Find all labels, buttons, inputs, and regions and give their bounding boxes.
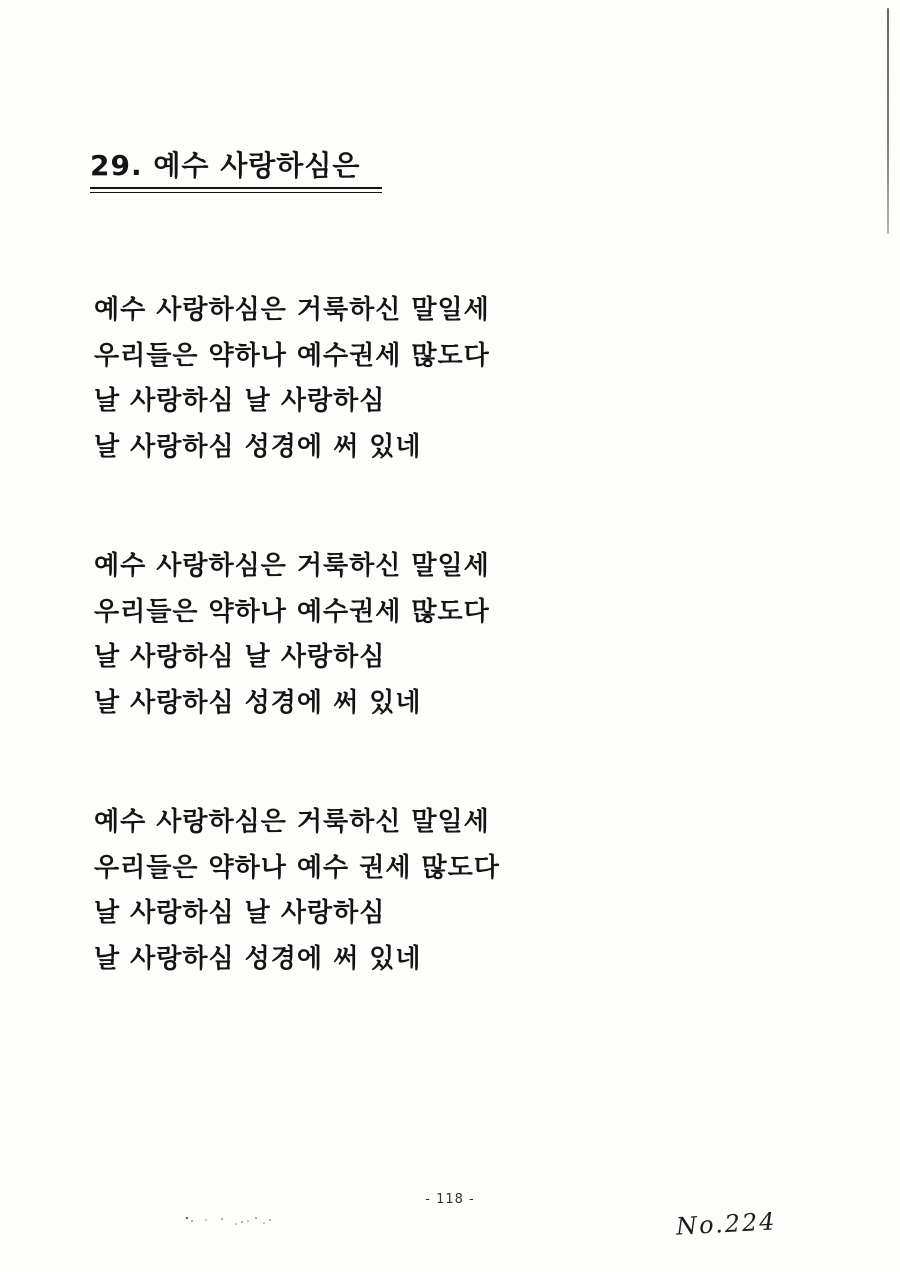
page-number: - 118 - bbox=[425, 1192, 475, 1207]
lyric-line: 날 사랑하심 날 사랑하심 bbox=[94, 386, 386, 416]
lyric-line: 예수 사랑하심은 거룩하신 말일세 bbox=[94, 807, 490, 837]
song-title: 29. 예수 사랑하심은 bbox=[90, 149, 361, 182]
title-block bbox=[90, 146, 382, 193]
scan-noise-specks bbox=[184, 1212, 274, 1232]
stanza-3 bbox=[94, 800, 500, 982]
lyrics-body bbox=[94, 288, 500, 982]
title-double-underline bbox=[90, 187, 382, 193]
lyric-line: 우리들은 약하나 예수 권세 많도다 bbox=[94, 852, 500, 883]
lyric-line: 우리들은 약하나 예수권세 많도다 bbox=[94, 596, 490, 627]
lyric-line: 날 사랑하심 성경에 써 있네 bbox=[94, 687, 422, 718]
scan-edge-line bbox=[887, 8, 889, 234]
lyric-line: 예수 사랑하심은 거룩하신 말일세 bbox=[94, 551, 490, 581]
lyric-line: 날 사랑하심 성경에 써 있네 bbox=[94, 943, 422, 974]
lyric-line: 날 사랑하심 날 사랑하심 bbox=[94, 642, 386, 672]
lyric-line: 날 사랑하심 날 사랑하심 bbox=[94, 898, 386, 928]
handwritten-number-note: No.224 bbox=[675, 1207, 778, 1241]
lyric-line: 우리들은 약하나 예수권세 많도다 bbox=[94, 340, 490, 371]
stanza-2 bbox=[94, 544, 500, 726]
stanza-1 bbox=[94, 288, 500, 470]
lyric-line: 날 사랑하심 성경에 써 있네 bbox=[94, 431, 422, 462]
lyric-line: 예수 사랑하심은 거룩하신 말일세 bbox=[94, 295, 490, 325]
